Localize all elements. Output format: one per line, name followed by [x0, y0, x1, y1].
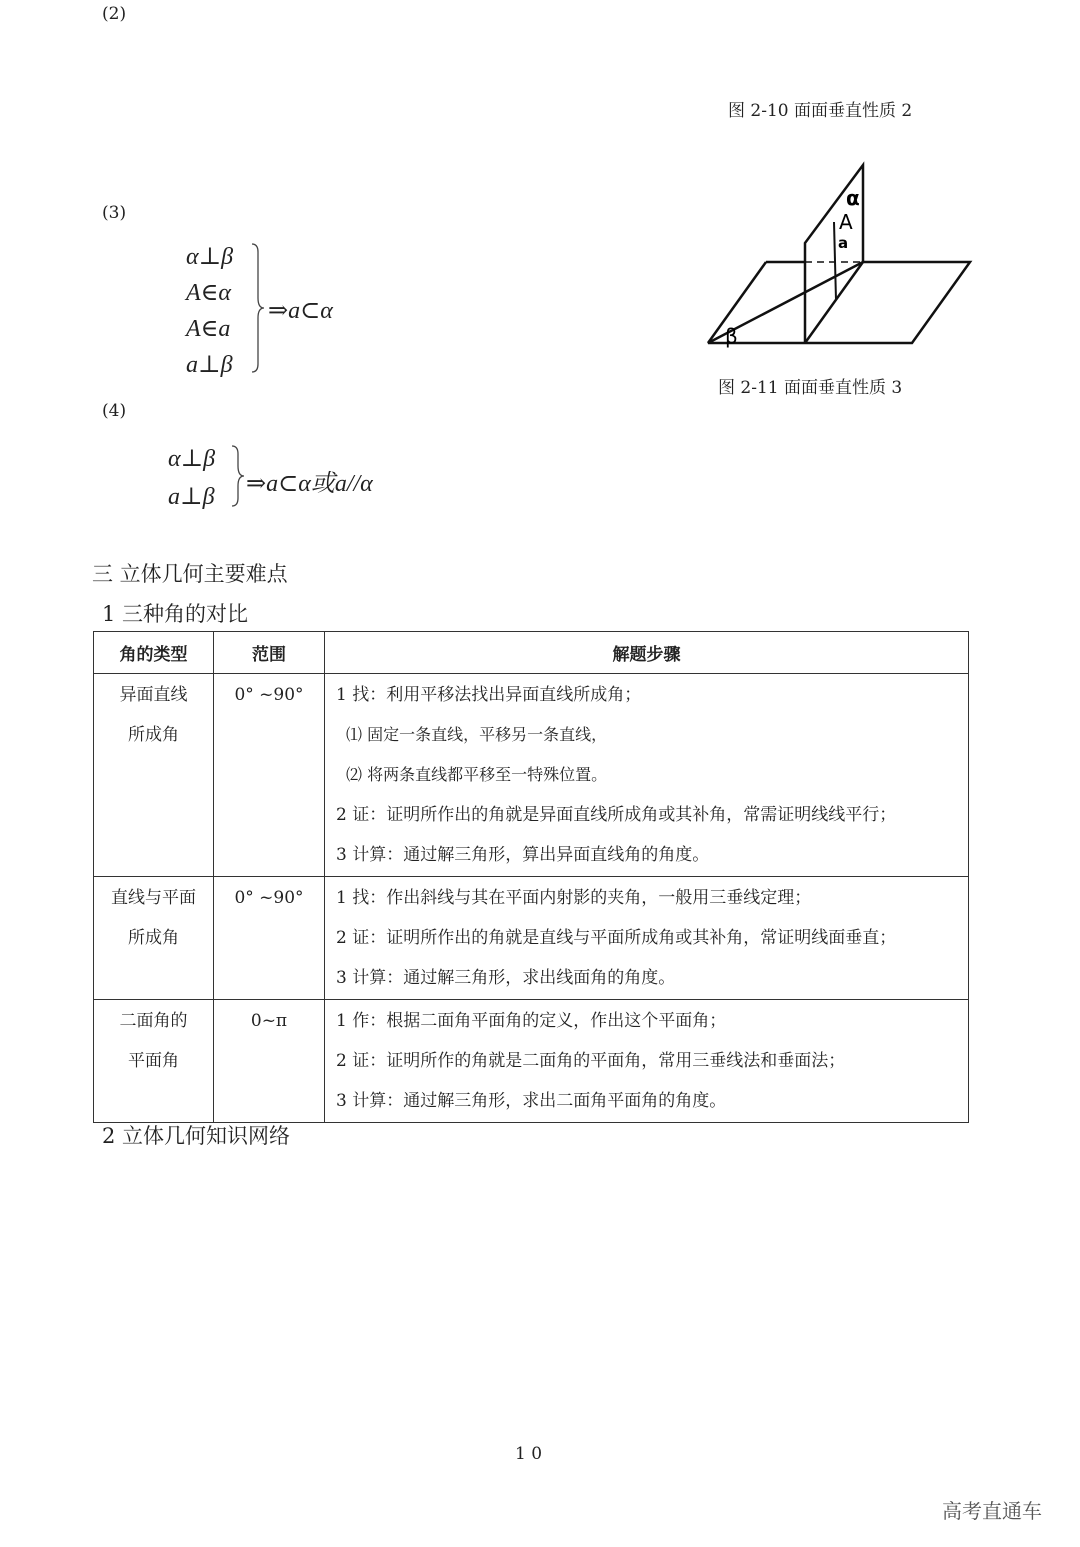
table-row: [94, 877, 969, 1000]
cell-step: 3 计算：通过解三角形，求出线面角的角度。: [336, 968, 676, 988]
subsection-heading: 2 立体几何知识网络: [102, 1124, 291, 1148]
table-row: [94, 1000, 969, 1123]
section-heading: 三 立体几何主要难点: [92, 562, 288, 586]
watermark: 高考直通车: [942, 1499, 1042, 1523]
line-a: [834, 222, 836, 300]
cell-range: 0° ~90°: [234, 685, 304, 705]
formula-line: α⊥β: [186, 244, 234, 270]
cell-step: ⑴ 固定一条直线，平移另一条直线，: [346, 725, 608, 744]
figure-caption-2-11: 图 2-11 面面垂直性质 3: [718, 378, 903, 398]
cell-type: 异面直线: [119, 685, 188, 705]
cell-step: 2 证：证明所作出的角就是直线与平面所成角或其补角，常证明线面垂直；: [336, 928, 897, 948]
label-A: A: [839, 210, 853, 234]
cell-step: 2 证：证明所作出的角就是异面直线所成角或其补角，常需证明线线平行；: [336, 805, 897, 825]
plane-beta: [708, 262, 970, 343]
formula-line: a⊥β: [186, 352, 233, 378]
angle-comparison-table: [93, 631, 969, 1123]
cell-range: 0° ~90°: [234, 888, 304, 908]
header-range: 范围: [214, 632, 325, 674]
table-row: [94, 674, 969, 877]
header-steps: 解题步骤: [325, 632, 969, 674]
cell-step: 1 找：利用平移法找出异面直线所成角；: [336, 685, 642, 705]
cell-type: 所成角: [128, 725, 179, 745]
table-header-row: [94, 632, 969, 674]
cell-step: 3 计算：通过解三角形，求出二面角平面角的角度。: [336, 1091, 727, 1111]
formula-line: A∈a: [186, 316, 231, 342]
header-type: 角的类型: [94, 632, 214, 674]
formula-line: a⊥β: [168, 484, 215, 510]
formula-line: α⊥β: [168, 446, 216, 472]
cell-step: ⑵ 将两条直线都平移至一特殊位置。: [346, 765, 608, 784]
label-a: a: [838, 234, 849, 252]
item-number-4: (4): [102, 401, 127, 421]
figure-caption-2-10: 图 2-10 面面垂直性质 2: [728, 101, 913, 121]
subsection-heading: 1 三种角的对比: [102, 602, 249, 626]
cell-step: 2 证：证明所作的角就是二面角的平面角，常用三垂线法和垂面法；: [336, 1051, 846, 1071]
formula-result: ⇒a⊂α: [268, 298, 333, 324]
label-beta: β: [725, 324, 738, 348]
page-number: 1 0: [515, 1444, 543, 1464]
formula-line: A∈α: [186, 280, 232, 306]
label-alpha: α: [846, 186, 860, 210]
cell-step: 1 作：根据二面角平面角的定义，作出这个平面角；: [336, 1011, 727, 1031]
item-number-3: (3): [102, 203, 127, 223]
item-number-2: (2): [102, 4, 127, 24]
cell-type: 直线与平面: [111, 888, 196, 908]
cell-type: 所成角: [128, 928, 179, 948]
cell-step: 3 计算：通过解三角形，算出异面直线角的角度。: [336, 845, 710, 865]
cell-range: 0~π: [250, 1011, 288, 1031]
cell-type: 平面角: [128, 1051, 179, 1071]
formula-result: ⇒a⊂α或a//α: [246, 471, 373, 497]
cell-step: 1 找：作出斜线与其在平面内射影的夹角，一般用三垂线定理；: [336, 888, 812, 908]
cell-type: 二面角的: [119, 1011, 188, 1031]
